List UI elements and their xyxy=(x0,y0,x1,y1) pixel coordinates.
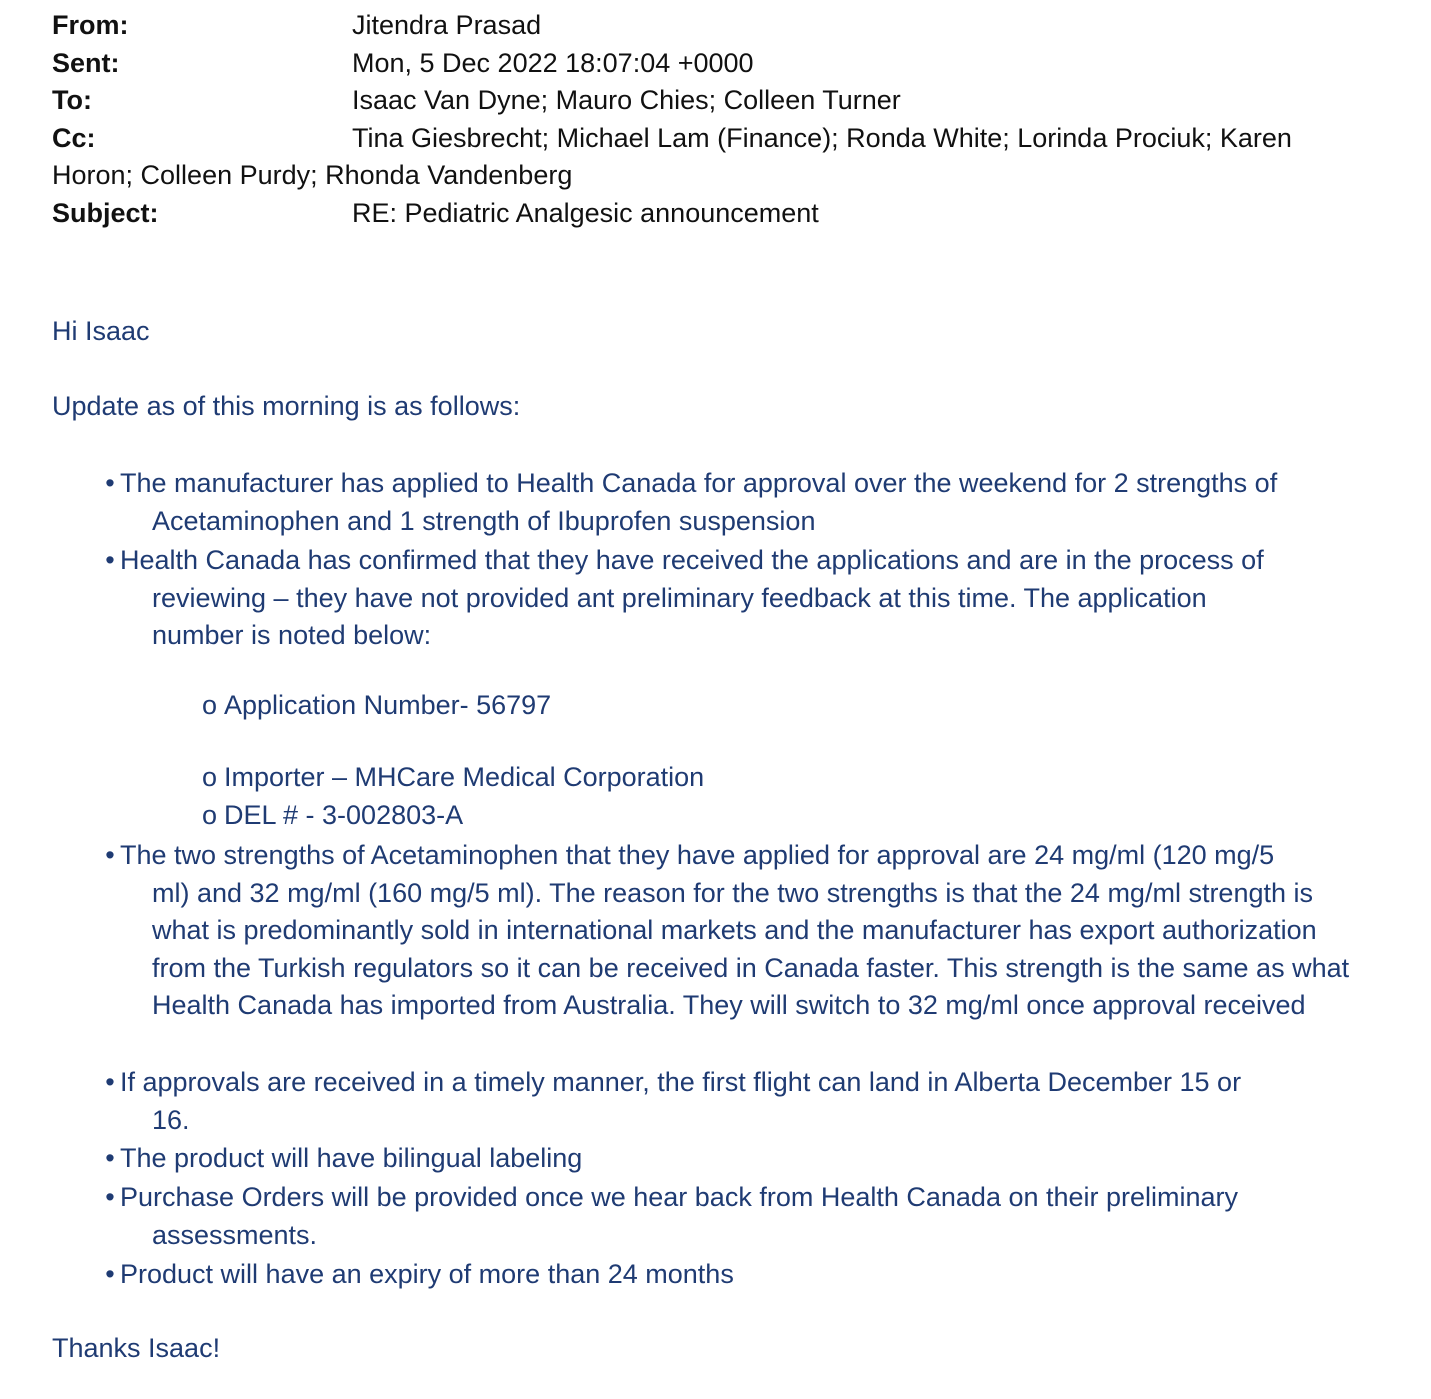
sent-value: Mon, 5 Dec 2022 18:07:04 +0000 xyxy=(352,48,754,78)
bullet-line1: Purchase Orders will be provided once we hear back from Health Canada on their preliminary xyxy=(120,1182,1239,1212)
bullet-item xyxy=(100,837,1360,1025)
bullet-line1: The manufacturer has applied to Health Canada for approval over the weekend for 2 strengths of xyxy=(120,468,1278,498)
bullet-line1: Product will have an expiry of more than 24 months xyxy=(120,1259,734,1289)
bullet-icon: • xyxy=(105,545,115,575)
cc-value-line1: Tina Giesbrecht; Michael Lam (Finance); Ronda White; Lorinda Prociuk; Karen xyxy=(352,123,1292,153)
cc-row xyxy=(52,120,1382,194)
bullet-continuation: 16. xyxy=(152,1104,190,1135)
subject-value: RE: Pediatric Analgesic announcement xyxy=(352,198,819,228)
to-label: To: xyxy=(52,85,92,115)
del-number: DEL # - 3-002803-A xyxy=(224,800,464,830)
bullet-continuation: reviewing – they have not provided ant preliminary feedback at this time. The application number is noted below: xyxy=(152,582,1207,650)
sub-list-item xyxy=(202,759,704,797)
circle-bullet-icon: o xyxy=(202,690,218,720)
bullet-icon: • xyxy=(105,1067,115,1097)
to-value: Isaac Van Dyne; Mauro Chies; Colleen Turner xyxy=(352,85,901,115)
bullet-line1: The two strengths of Acetaminophen that they have applied for approval are 24 mg/ml (120 mg/5 xyxy=(120,840,1275,870)
bullet-icon: • xyxy=(105,1182,115,1212)
bullet-item xyxy=(100,1064,1360,1139)
from-value: Jitendra Prasad xyxy=(352,10,542,40)
bullet-continuation: assessments. xyxy=(152,1219,318,1250)
to-row xyxy=(52,82,901,119)
sub-list-item xyxy=(202,687,551,725)
sent-row xyxy=(52,45,754,82)
closing-text: Thanks Isaac! xyxy=(52,1333,221,1363)
cc-label: Cc: xyxy=(52,123,96,153)
bullet-item xyxy=(100,1140,1360,1178)
application-number: Application Number- 56797 xyxy=(224,690,552,720)
bullet-icon: • xyxy=(105,1143,115,1173)
bullet-icon: • xyxy=(105,468,115,498)
bullet-item xyxy=(100,1256,1360,1294)
from-label: From: xyxy=(52,10,129,40)
greeting: Hi Isaac xyxy=(52,316,150,346)
bullet-continuation: ml) and 32 mg/ml (160 mg/5 ml). The reason for the two strengths is that the 24 mg/ml strength is what is predominantly sold in international markets and the manufacturer has export authorization from the Turkish regulators so it can be received in Canada faster. This strength is the same as what Health Canada has imported from Australia. They will switch to 32 mg/ml once approval received xyxy=(152,877,1350,1020)
bullet-item xyxy=(100,465,1360,540)
bullet-icon: • xyxy=(105,1259,115,1289)
bullet-item xyxy=(100,542,1360,655)
subject-row xyxy=(52,195,819,232)
bullet-icon: • xyxy=(105,840,115,870)
intro-text: Update as of this morning is as follows: xyxy=(52,391,521,421)
sub-list-item xyxy=(202,797,463,835)
bullet-line1: If approvals are received in a timely manner, the first flight can land in Alberta December 15 or xyxy=(120,1067,1242,1097)
cc-value-line2: Horon; Colleen Purdy; Rhonda Vandenberg xyxy=(52,160,573,190)
subject-label: Subject: xyxy=(52,198,159,228)
circle-bullet-icon: o xyxy=(202,762,218,792)
bullet-line1: The product will have bilingual labeling xyxy=(120,1143,583,1173)
circle-bullet-icon: o xyxy=(202,800,218,830)
sent-label: Sent: xyxy=(52,48,120,78)
bullet-line1: Health Canada has confirmed that they have received the applications and are in the process of xyxy=(120,545,1264,575)
bullet-continuation: Acetaminophen and 1 strength of Ibuprofen suspension xyxy=(152,505,816,536)
bullet-item xyxy=(100,1179,1360,1254)
from-row xyxy=(52,7,541,44)
importer: Importer – MHCare Medical Corporation xyxy=(224,762,705,792)
